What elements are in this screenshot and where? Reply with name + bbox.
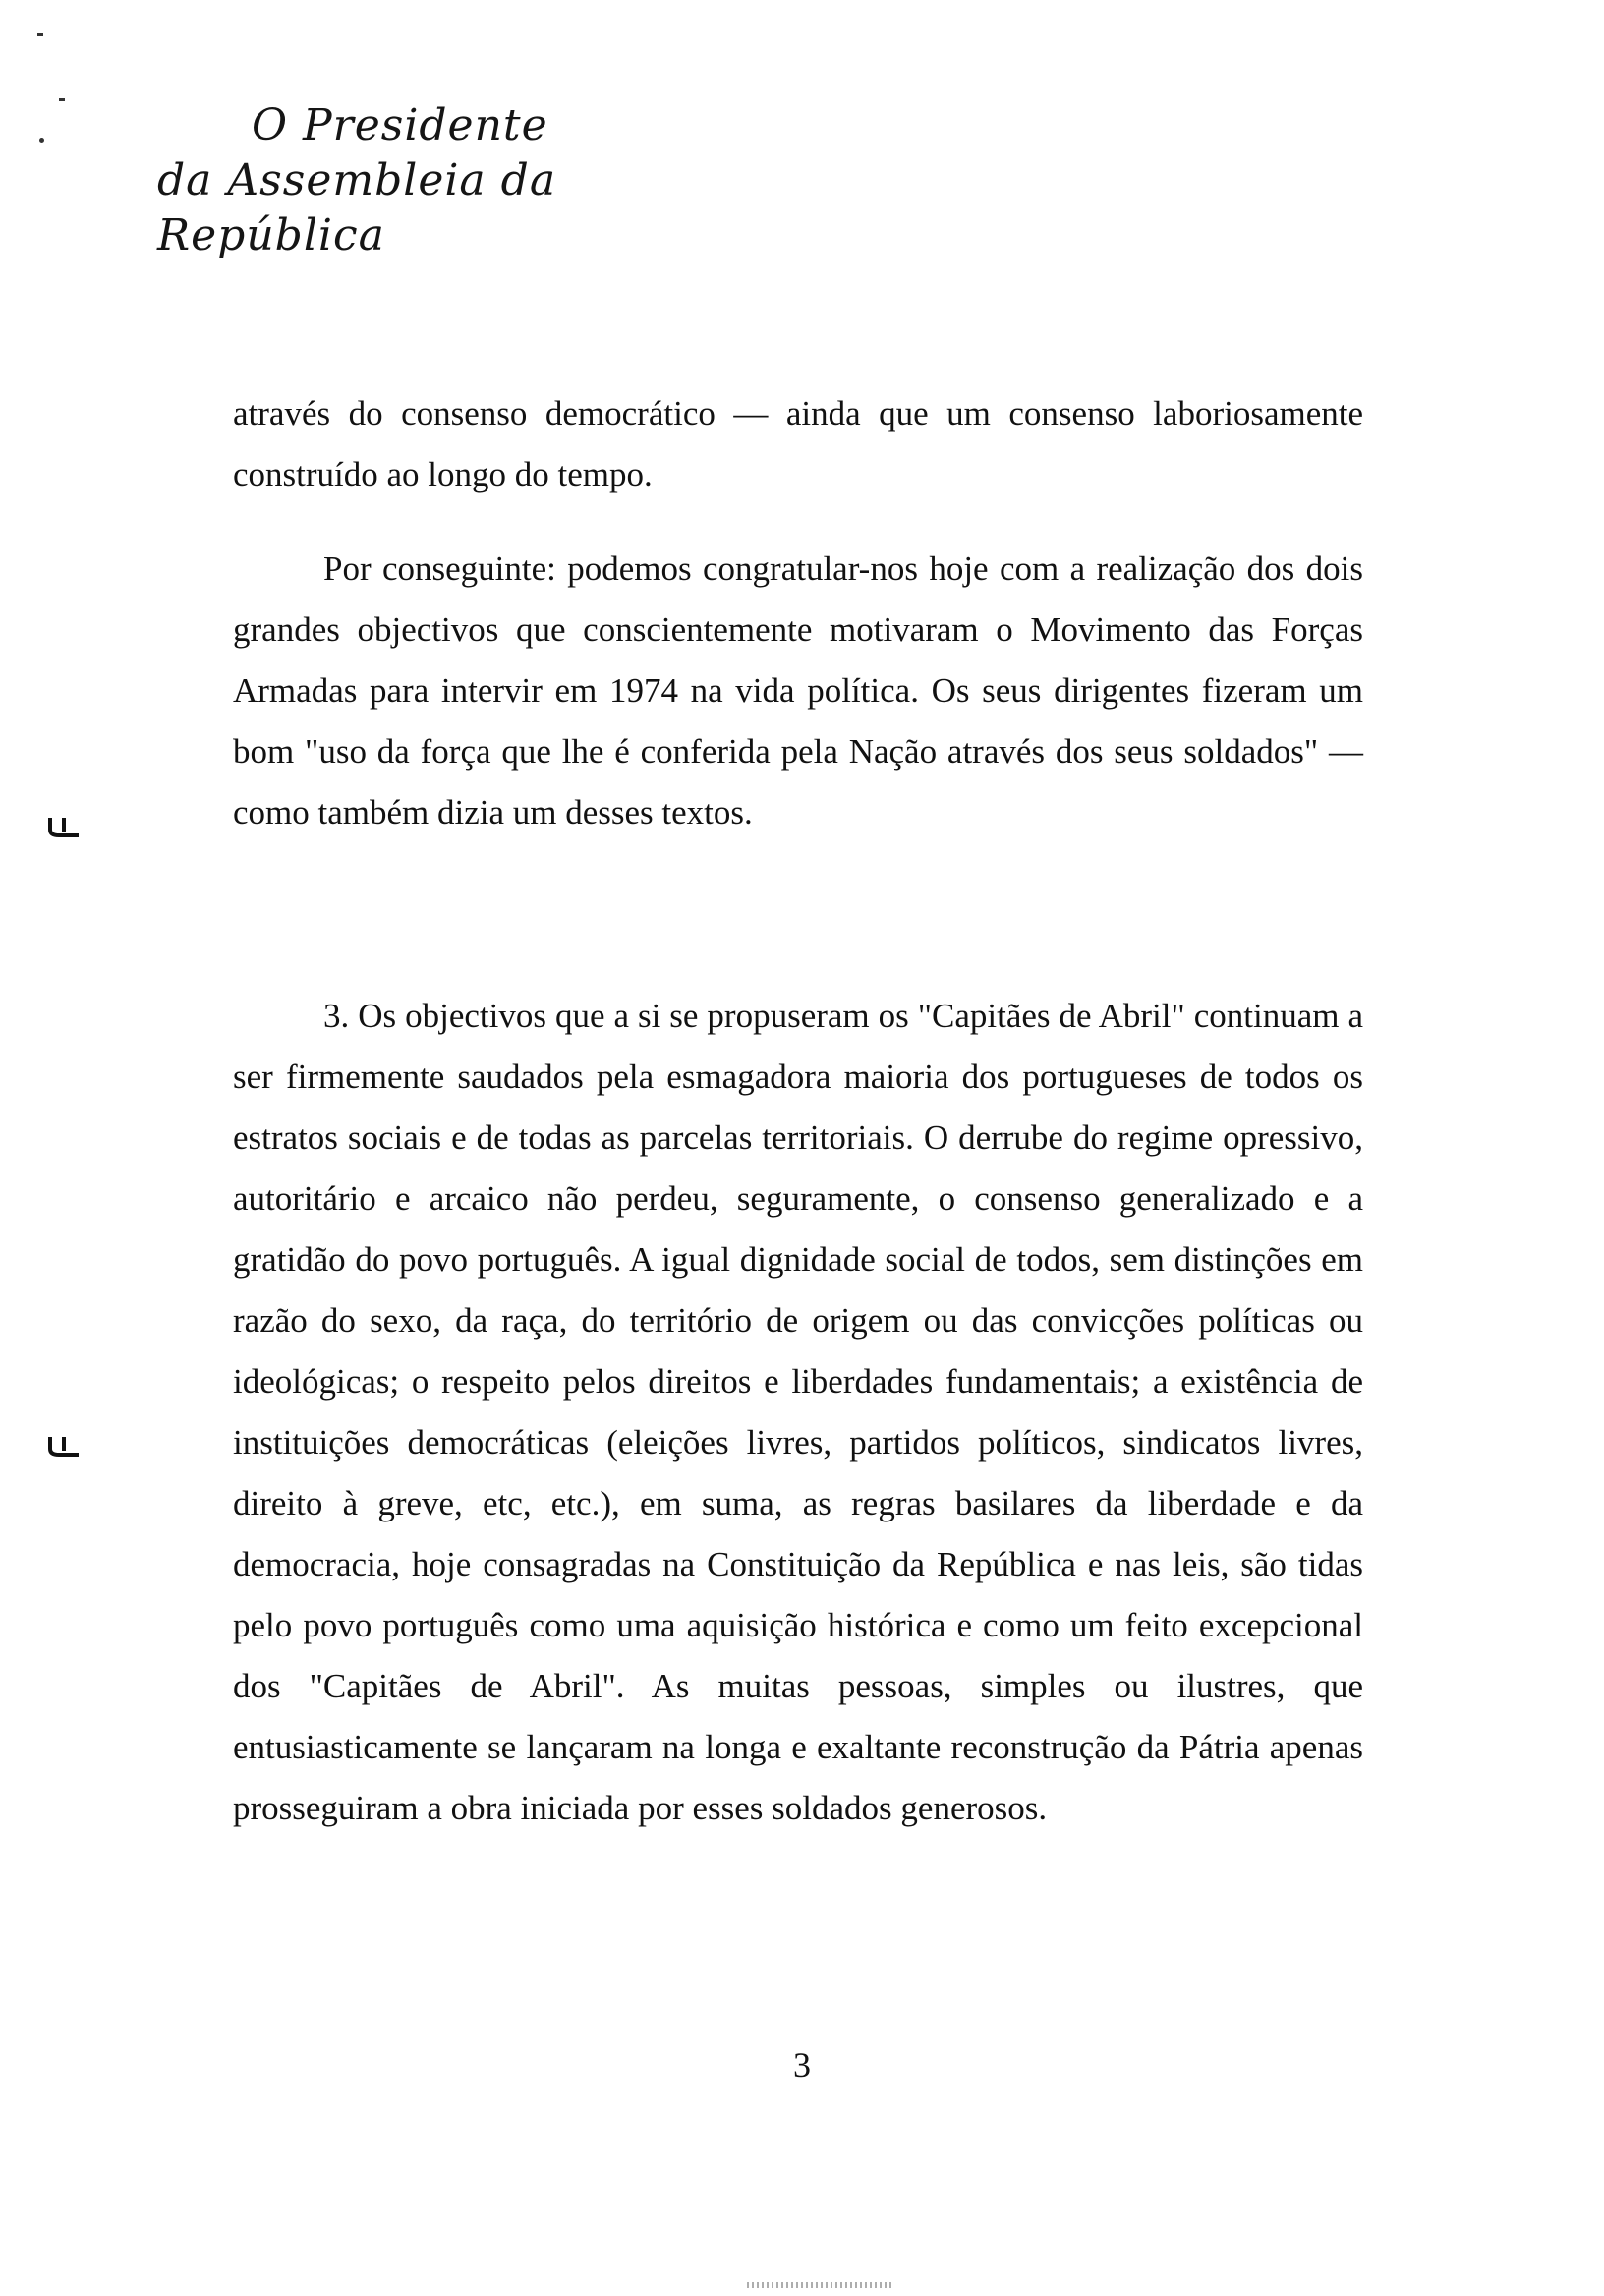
scan-speck [39, 138, 44, 143]
binder-hole-mark-icon [47, 1435, 81, 1457]
letterhead-subtitle: da Assembleia da República [157, 155, 557, 260]
paragraph-continuation: através do consenso democrático — ainda que um consenso laboriosamente construído ao longo do tempo. [233, 394, 1363, 493]
scan-speck [59, 98, 65, 101]
letterhead [157, 98, 668, 263]
binder-hole-mark-icon [47, 816, 81, 837]
body-text [233, 383, 1363, 1839]
scan-speck [37, 33, 43, 36]
paragraph-section-3: 3. Os objectivos que a si se propuseram os "Capitães de Abril" continuam a ser firmemente saudados pela esmagadora maioria dos portugueses de todos os estratos sociais e de todas as parcelas territoriais. O derrube do regime opressivo, autoritário e arcaico não perdeu, seguramente, o consenso generalizado e a gratidão do povo português. A igual dignidade social de todos, sem distinções em razão do sexo, da raça, do território de origem ou das convicções políticas ou ideológicas; o respeito pelos direitos e liberdades fundamentais; a existência de instituições democráticas (eleições livres, partidos políticos, sindicatos livres, direito à greve, etc, etc.), em suma, as regras basilares da liberdade e da democracia, hoje consagradas na Constituição da República e nas leis, são tidas pelo povo português como uma aquisição histórica e como um feito excepcional dos "Capitães de Abril". As muitas pessoas, simples ou ilustres, que entusiasticamente se lançaram na longa e exaltante reconstrução da Pátria apenas prosseguiram a obra iniciada por esses soldados generosos. [233, 997, 1363, 1827]
letterhead-title: O Presidente [252, 100, 548, 150]
scan-noise [747, 2282, 894, 2288]
page-number: 3 [793, 2045, 811, 2085]
paragraph-conclusion: Por conseguinte: podemos congratular-nos hoje com a realização dos dois grandes objectivos que conscientemente motivaram o Movimento das Forças Armadas para intervir em 1974 na vida política. Os seus dirigentes fizeram um bom "uso da força que lhe é conferida pela Nação através dos seus soldados" — como também dizia um desses textos. [233, 549, 1363, 832]
